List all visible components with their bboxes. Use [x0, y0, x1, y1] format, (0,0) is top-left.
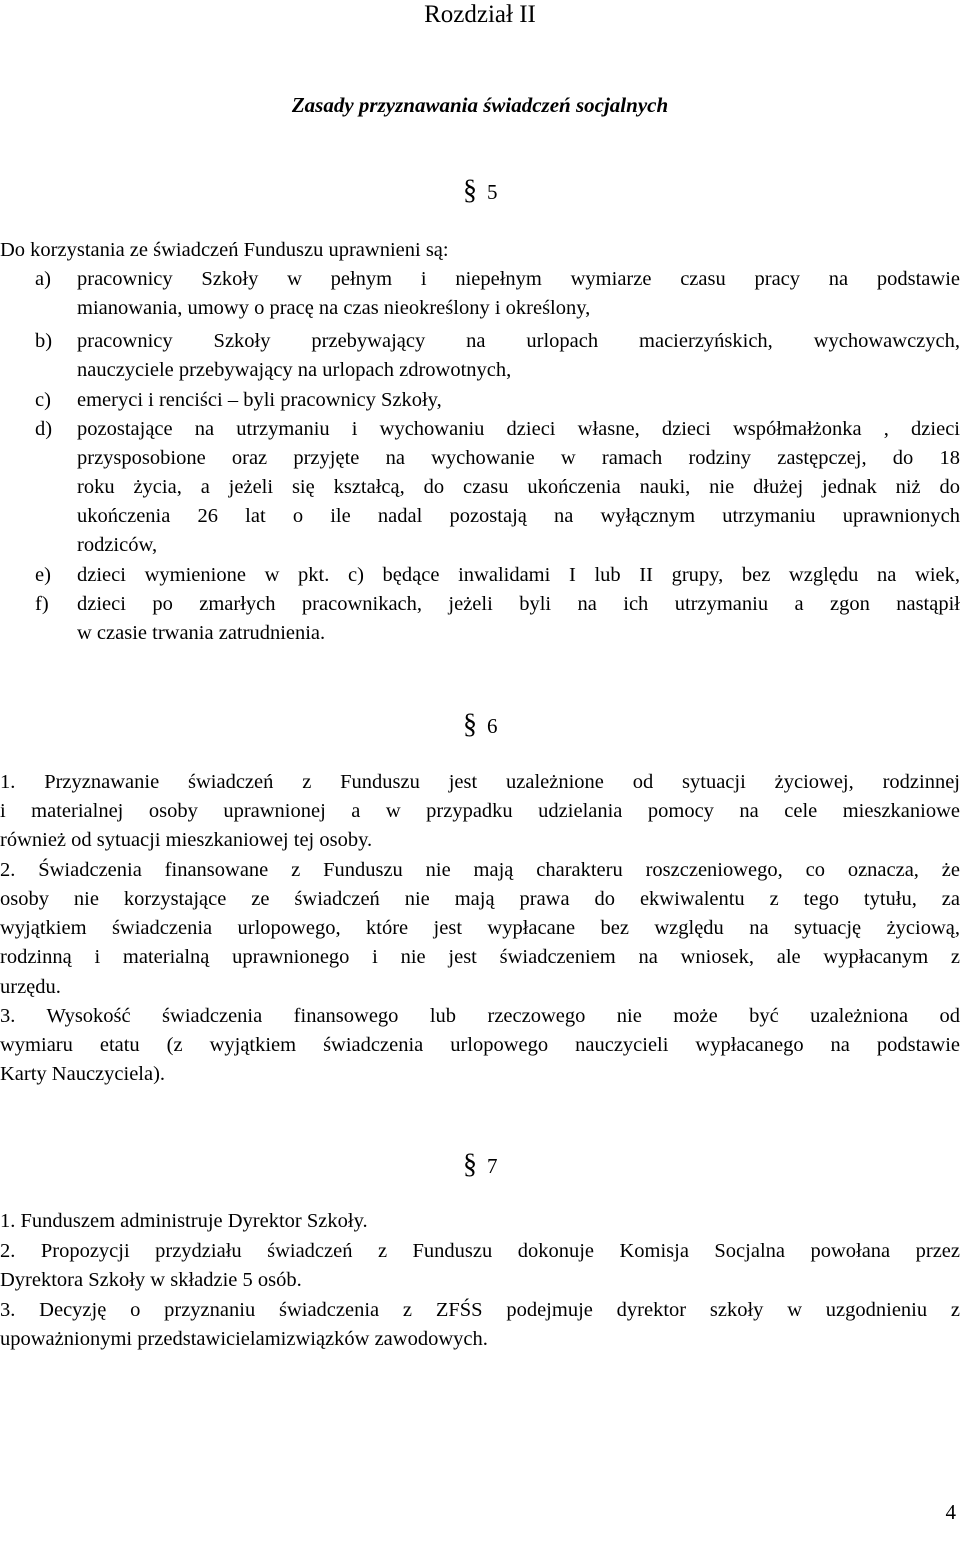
list-item-b-line-1: pracownicy Szkoły przebywający na urlopach macierzyńskich, wychowawczych, [77, 330, 960, 352]
paragraph-2-line-4: rodzinną i materialną uprawnionego i nie jest świadczeniem na wniosek, ale wypłacanym z [0, 946, 960, 968]
section-symbol: § [463, 709, 477, 740]
list-label-a: a) [35, 268, 51, 290]
paragraph-3-line-1: 3. Decyzję o przyznaniu świadczenia z ZFŚS podejmuje dyrektor szkoły w uzgodnieniu z [0, 1299, 960, 1321]
section-heading-7 [463, 1150, 498, 1181]
list-label-d: d) [35, 418, 53, 440]
section-heading-5 [463, 176, 498, 207]
page-number: 4 [945, 1500, 956, 1524]
list-item-d-line-1: pozostające na utrzymaniu i wychowaniu dzieci własne, dzieci współmałżonka , dzieci [77, 418, 960, 440]
section-symbol: § [463, 1149, 477, 1180]
paragraph-1-line-1: 1. Funduszem administruje Dyrektor Szkoły. [0, 1210, 368, 1232]
section-number: 6 [487, 714, 498, 738]
list-item-d-line-3: roku życia, a jeżeli się kształcą, do czasu ukończenia nauki, nie dłużej jednak niż do [77, 476, 960, 498]
paragraph-1-line-3: również od sytuacji mieszkaniowej tej osoby. [0, 829, 373, 851]
section-intro: Do korzystania ze świadczeń Funduszu uprawnieni są: [0, 239, 449, 261]
list-item-e-line-1: dzieci wymienione w pkt. c) będące inwalidami I lub II grupy, bez względu na wiek, [77, 564, 960, 586]
paragraph-3-line-1: 3. Wysokość świadczenia finansowego lub rzeczowego nie może być uzależniona od [0, 1005, 960, 1027]
list-item-d-line-5: rodziców, [77, 534, 158, 556]
list-item-d-line-4: ukończenia 26 lat o ile nadal pozostają na wyłącznym utrzymaniu uprawnionych [77, 505, 960, 527]
section-heading-6 [463, 710, 498, 741]
list-item-a-line-1: pracownicy Szkoły w pełnym i niepełnym wymiarze czasu pracy na podstawie [77, 268, 960, 290]
list-item-f-line-1: dzieci po zmarłych pracownikach, jeżeli byli na ich utrzymaniu a zgon nastąpił [77, 593, 960, 615]
section-number: 7 [487, 1154, 498, 1178]
list-label-c: c) [35, 389, 51, 411]
list-label-f: f) [35, 593, 49, 615]
list-item-d-line-2: przysposobione oraz przyjęte na wychowanie w ramach rodziny zastępczej, do 18 [77, 447, 960, 469]
paragraph-2-line-2: Dyrektora Szkoły w składzie 5 osób. [0, 1269, 302, 1291]
paragraph-2-line-2: osoby nie korzystające ze świadczeń nie mają prawa do ekwiwalentu z tego tytułu, za [0, 888, 960, 910]
paragraph-2-line-1: 2. Propozycji przydziału świadczeń z Funduszu dokonuje Komisja Socjalna powołana przez [0, 1240, 960, 1262]
paragraph-2-line-3: wyjątkiem świadczenia urlopowego, które jest wypłacane bez względu na sytuację życiową, [0, 917, 960, 939]
list-item-c-line-1: emeryci i renciści – byli pracownicy Szkoły, [77, 389, 442, 411]
chapter-title: Rozdział II [424, 1, 536, 28]
paragraph-3-line-2: wymiaru etatu (z wyjątkiem świadczenia urlopowego nauczycieli wypłacanego na podstawie [0, 1034, 960, 1056]
list-item-b-line-2: nauczyciele przebywający na urlopach zdrowotnych, [77, 359, 512, 381]
list-label-e: e) [35, 564, 51, 586]
paragraph-3-line-3: Karty Nauczyciela). [0, 1063, 166, 1085]
paragraph-3-line-2: upoważnionymi przedstawicielamizwiązków zawodowych. [0, 1328, 488, 1350]
section-number: 5 [487, 180, 498, 204]
paragraph-2-line-1: 2. Świadczenia finansowane z Funduszu nie mają charakteru roszczeniowego, co oznacza, że [0, 859, 960, 881]
chapter-subtitle: Zasady przyznawania świadczeń socjalnych [291, 93, 669, 117]
paragraph-2-line-5: urzędu. [0, 976, 61, 998]
paragraph-1-line-2: i materialnej osoby uprawnionej a w przypadku udzielania pomocy na cele mieszkaniowe [0, 800, 960, 822]
paragraph-1-line-1: 1. Przyznawanie świadczeń z Funduszu jest uzależnione od sytuacji życiowej, rodzinnej [0, 771, 960, 793]
list-item-a-line-2: mianowania, umowy o pracę na czas nieokreślony i określony, [77, 297, 591, 319]
list-item-f-line-2: w czasie trwania zatrudnienia. [77, 622, 326, 644]
section-symbol: § [463, 175, 477, 206]
list-label-b: b) [35, 330, 53, 352]
